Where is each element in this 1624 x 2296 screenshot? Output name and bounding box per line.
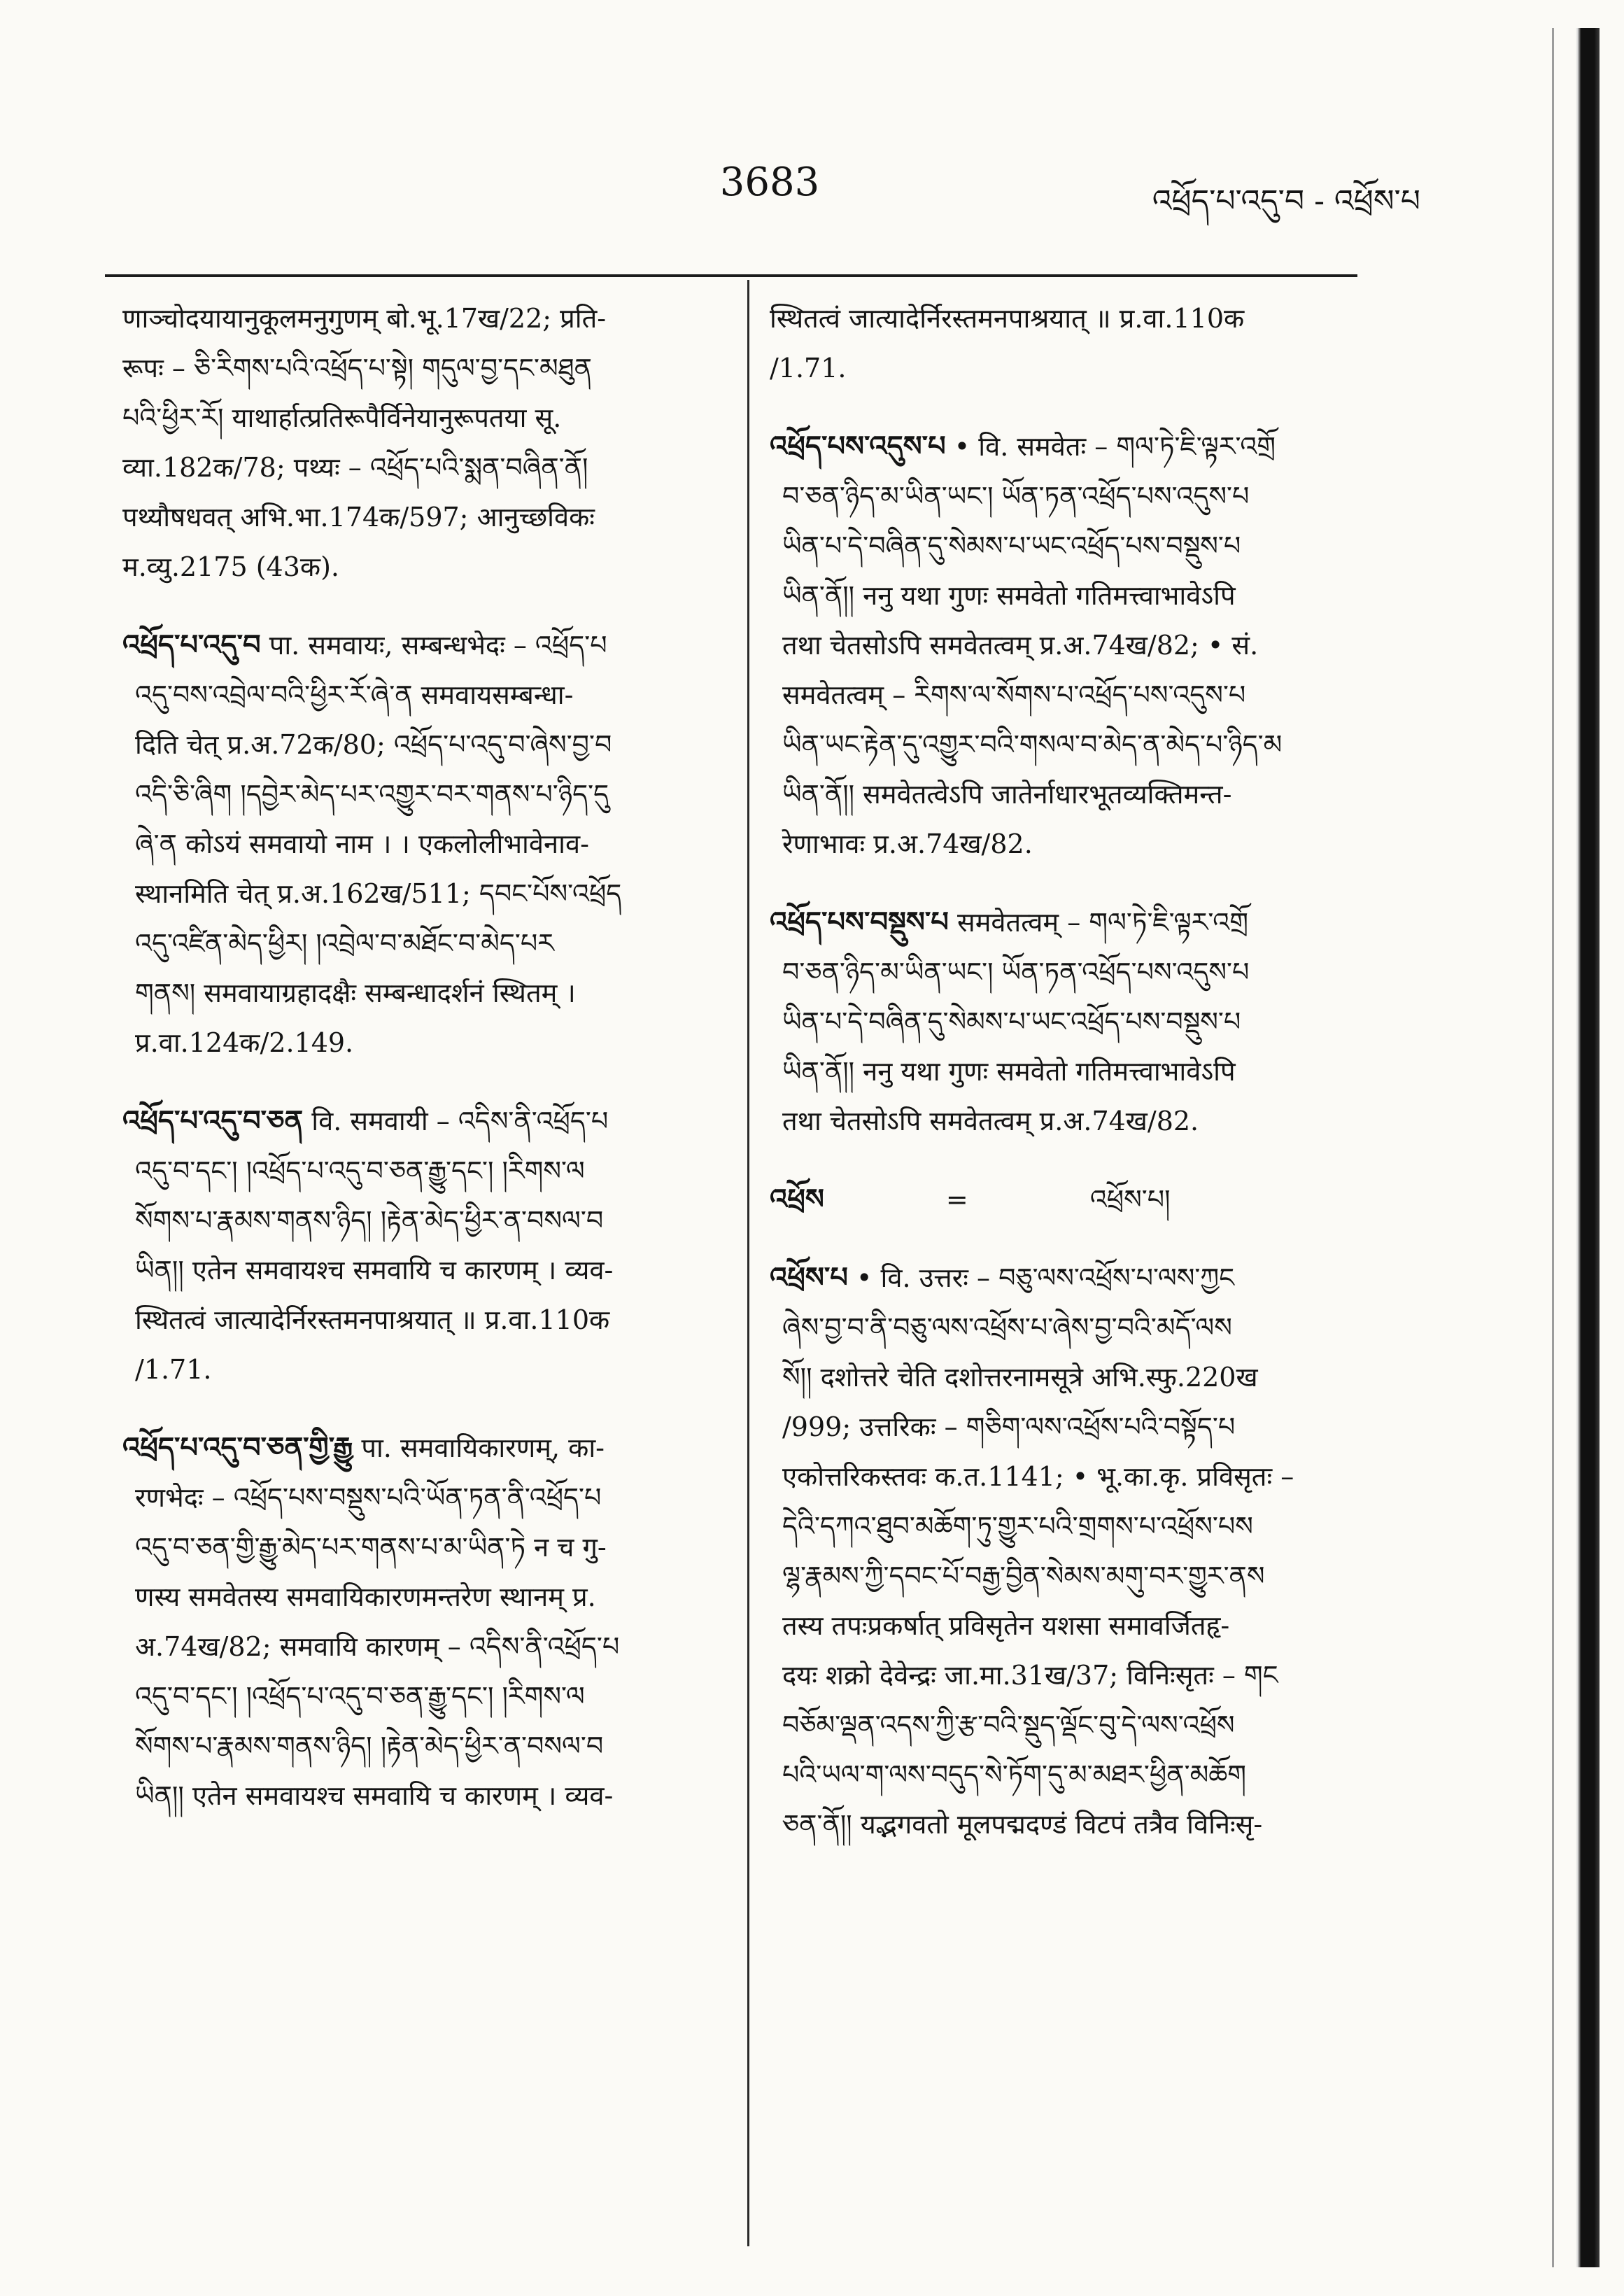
entry-text: पा. समवायिकारणम्, का- — [361, 1432, 605, 1463]
entry-line — [770, 621, 1371, 670]
entry-text: दिति चेत् प्र.अ.72क/80; འཕྲོད་པ་འདུ་བ་ཞེས་བྱ་བ — [135, 729, 612, 760]
entry-text: समवेतत्वम् – གལ་ཏེ་ཇི་ལྟར་འགྲོ — [957, 907, 1248, 938]
entry-text: འདུ་འཛིན་མེད་ཕྱིར། །འབྲེལ་བ་མཐོང་བ་མེད་པར — [135, 928, 554, 959]
entry-line — [122, 1473, 717, 1523]
entry-text: བ་ཅན་ཉིད་མ་ཡིན་ཡང་། ཡོན་ཏན་འཕྲོད་པས་འདུས་པ — [782, 957, 1250, 987]
entry-text: ཡིན་ནོ།། समवेतत्वेऽपि जातेर्नाधारभूतव्यक्तिमन्त- — [782, 779, 1232, 810]
entry-text: འདུ་བ་དང་། །འཕྲོད་པ་འདུ་བ་ཅན་རྒྱུ་དང་། །རིགས་ལ — [135, 1155, 585, 1186]
entry-text: • वि. समवेतः – གལ་ཏེ་ཇི་ལྟར་འགྲོ — [954, 431, 1276, 462]
entry-line — [770, 1750, 1371, 1800]
dictionary-entry — [770, 1253, 1371, 1850]
entry-text: प्र.वा.124क/2.149. — [135, 1027, 354, 1058]
entry-line — [770, 1601, 1371, 1651]
entry-text: तस्य तपःप्रकर्षात् प्रविसृतेन यशसा समावर्जितहृ- — [782, 1610, 1230, 1641]
entry-text: པའི་ཕྱིར་རོ། याथार्हात्प्रतिरूपैर्विनेयानुरूपतया सू. — [122, 402, 562, 433]
entry-text: व्या.182क/78; पथ्यः – འཕྲོད་པའི་སྨན་བཞིན་ནོ། — [122, 452, 588, 483]
page-number: 3683 — [719, 160, 820, 205]
entry-line — [770, 571, 1371, 621]
entry-line — [122, 1096, 717, 1146]
entry-line — [770, 948, 1371, 997]
dictionary-entry — [122, 1423, 717, 1821]
entry-text: པའི་ཡལ་ག་ལས་བདུད་སེ་ཏོག་དུ་མ་མཐར་ཕྱིན་མཆོག — [782, 1759, 1247, 1790]
entry-line — [122, 1018, 717, 1068]
entry-line — [770, 770, 1371, 819]
entry-line — [122, 1523, 717, 1572]
entry-text: ཡིན་ཡང་རྟེན་དུ་འགྱུར་བའི་གསལ་བ་མེད་ན་མེད་པ་ཉིད་མ — [782, 729, 1283, 760]
entry-line — [122, 1295, 717, 1345]
entry-line — [770, 344, 1371, 393]
entry-line — [122, 1423, 717, 1473]
entry-line — [122, 1721, 717, 1771]
entry-headword: འཕྲོད་པས་བསྡུས་པ — [770, 906, 949, 938]
entry-text: स्थितत्वं जात्यादेर्निरस्तमनपाश्रयात् ॥ प्र.वा.110क — [770, 303, 1245, 334]
dictionary-entry — [770, 294, 1371, 393]
entry-text: སོགས་པ་རྣམས་གནས་ཉིད། །རྟེན་མེད་ཕྱིར་ན་བསལ་བ — [135, 1205, 604, 1236]
entry-line — [122, 493, 717, 542]
entry-text: स्थितत्वं जात्यादेर्निरस्तमनपाश्रयात् ॥ प्र.वा.110क — [135, 1304, 610, 1335]
entry-line — [770, 521, 1371, 571]
entry-headword: འཕྲོད་པ་འདུ་བ — [122, 628, 261, 661]
cross-reference-sign: = — [945, 1184, 968, 1215]
entry-headword: འཕྲོད་པ་འདུ་བ་ཅན་གྱི་རྒྱུ — [122, 1431, 353, 1464]
entry-text: णाञ्चोदयायानुकूलमनुगुणम् बो.भू.17ख/22; प्रति- — [122, 303, 607, 334]
entry-headword: འཕྲོས — [770, 1183, 824, 1216]
entry-line — [122, 1196, 717, 1246]
entry-line — [770, 1353, 1371, 1402]
entry-line — [770, 1502, 1371, 1551]
entry-line — [770, 670, 1371, 720]
right-column — [770, 294, 1371, 1878]
book-binding-edge — [1576, 28, 1600, 2267]
entry-line — [770, 720, 1371, 770]
entry-text: स्थानमिति चेत् प्र.अ.162ख/511; དབང་པོས་འཕྲོད — [135, 878, 622, 909]
entry-text: अ.74ख/82; समवायि कारणम् – འདིས་ནི་འཕྲོད་པ — [135, 1631, 620, 1662]
dictionary-entry — [770, 897, 1371, 1146]
entry-line — [122, 294, 717, 344]
entry-line — [122, 1345, 717, 1395]
binding-shadow-line — [1552, 28, 1554, 2267]
entry-line — [122, 393, 717, 443]
dictionary-entry — [122, 620, 717, 1068]
column-divider — [747, 280, 749, 2246]
entry-text: ཡིན་ནོ།། ननु यथा गुणः समवेतो गतिमत्त्वाभावेऽपि — [782, 580, 1236, 611]
entry-line — [770, 1551, 1371, 1601]
entry-line — [122, 542, 717, 592]
entry-line — [770, 897, 1371, 948]
entry-text: ཡིན་པ་དེ་བཞིན་དུ་སེམས་པ་ཡང་འཕྲོད་པས་བསྡུས་པ — [782, 530, 1241, 561]
entry-line — [122, 1771, 717, 1821]
entry-text: སོ།། दशोत्तरे चेति दशोत्तरनामसूत्रे अभि.स्फु.220ख — [782, 1362, 1258, 1393]
entry-headword: འཕྲོས་པ — [770, 1261, 848, 1294]
header-rule — [105, 274, 1357, 277]
entry-text: བ་ཅན་ཉིད་མ་ཡིན་ཡང་། ཡོན་ཏན་འཕྲོད་པས་འདུས་པ — [782, 481, 1250, 512]
entry-text: रेणाभावः प्र.अ.74ख/82. — [782, 829, 1033, 859]
entry-line — [770, 997, 1371, 1047]
entry-line — [770, 294, 1371, 344]
entry-text: /1.71. — [770, 353, 847, 383]
entry-text: समवेतत्वम् – རིགས་ལ་སོགས་པ་འཕྲོད་པས་འདུས་པ — [782, 679, 1246, 710]
entry-line — [122, 620, 717, 670]
entry-line — [122, 443, 717, 493]
entry-line — [122, 670, 717, 720]
dictionary-entry — [770, 421, 1371, 869]
entry-line — [122, 819, 717, 869]
entry-text: तथा चेतसोऽपि समवेतत्वम् प्र.अ.74ख/82. — [782, 1106, 1199, 1136]
entry-line — [122, 1572, 717, 1622]
entry-text: म.व्यु.2175 (43क). — [122, 551, 339, 582]
entry-text: वि. समवायी – འདིས་ནི་འཕྲོད་པ — [311, 1106, 609, 1136]
entry-line — [770, 1651, 1371, 1700]
entry-text: འདུ་བ་ཅན་གྱི་རྒྱུ་མེད་པར་གནས་པ་མ་ཡིན་ཏེ न च गु- — [135, 1532, 607, 1563]
dictionary-entry — [122, 1096, 717, 1395]
entry-text: དེའི་དཀའ་ཐུབ་མཆོག་ཏུ་གྱུར་པའི་གྲགས་པ་འཕྲོས་པས — [782, 1511, 1253, 1542]
entry-line — [122, 869, 717, 919]
entry-headword: འཕྲོད་པས་འདུས་པ — [770, 430, 946, 463]
dictionary-entry — [122, 294, 717, 592]
entry-line — [770, 819, 1371, 869]
entry-text: ཡིན།། एतेन समवायश्च समवायि च कारणम् । व्यव- — [135, 1780, 614, 1811]
entry-text: ཡིན།། एतेन समवायश्च समवायि च कारणम् । व्यव- — [135, 1255, 614, 1286]
entry-text: འདུ་བས་འབྲེལ་བའི་ཕྱིར་རོ་ཞེ་ན समवायसम्बन्धा- — [135, 679, 574, 710]
entry-line — [122, 1672, 717, 1721]
entry-text: འདུ་བ་དང་། །འཕྲོད་པ་འདུ་བ་ཅན་རྒྱུ་དང་། །རིགས་ལ — [135, 1681, 585, 1712]
entry-line — [122, 1246, 717, 1295]
left-column — [122, 294, 717, 1849]
entry-text: /1.71. — [135, 1354, 212, 1385]
entry-text: /999; उत्तरिकः – གཅིག་ལས་འཕྲོས་པའི་བསྟོད་པ — [782, 1411, 1236, 1442]
entry-line — [122, 770, 717, 819]
entry-headword: འཕྲོད་པ་འདུ་བ་ཅན — [122, 1104, 304, 1137]
entry-text: སོགས་པ་རྣམས་གནས་ཉིད། །རྟེན་མེད་ཕྱིར་ན་བསལ་བ — [135, 1731, 604, 1761]
entry-text: ལྷ་རྣམས་ཀྱི་དབང་པོ་བརྒྱ་བྱིན་སེམས་མགུ་བར་གྱུར་ནས — [782, 1561, 1265, 1591]
dictionary-entry — [770, 1174, 1371, 1225]
entry-line — [122, 344, 717, 393]
entry-text: तथा चेतसोऽपि समवेतत्वम् प्र.अ.74ख/82; • सं. — [782, 630, 1259, 661]
entry-line — [770, 1253, 1371, 1303]
entry-line — [770, 1800, 1371, 1850]
entry-text: ཞེས་བྱ་བ་ནི་བཅུ་ལས་འཕྲོས་པ་ཞེས་བྱ་བའི་མདོ་ལས — [782, 1312, 1232, 1343]
entry-text: འདི་ཅི་ཞིག །དབྱེར་མེད་པར་འགྱུར་བར་གནས་པ་ཉིད་དུ — [135, 779, 609, 810]
entry-text: ཡིན་པ་དེ་བཞིན་དུ་སེམས་པ་ཡང་འཕྲོད་པས་བསྡུས་པ — [782, 1006, 1241, 1037]
entry-text: ཡིན་ནོ།། ननु यथा गुणः समवेतो गतिमत्त्वाभावेऽपि — [782, 1056, 1236, 1087]
entry-line — [770, 1097, 1371, 1146]
entry-line — [770, 1303, 1371, 1353]
entry-text: एकोत्तरिकस्तवः क.त.1141; • भू.का.कृ. प्रविसृतः – — [782, 1461, 1294, 1492]
entry-text: णस्य समवेतस्य समवायिकारणमन्तरेण स्थानम् प्र. — [135, 1582, 596, 1612]
entry-text: • वि. उत्तरः – བཅུ་ལས་འཕྲོས་པ་ལས་ཀྱང — [856, 1262, 1235, 1293]
entry-text: दयः शक्रो देवेन्द्रः जा.मा.31ख/37; विनिःसृतः – གང — [782, 1660, 1278, 1691]
entry-line — [770, 1700, 1371, 1750]
entry-text: གནས། समवायाग्रहादक्षैः सम्बन्धादर्शनं स्थितम् । — [135, 978, 576, 1008]
entry-text: ཞེ་ན कोऽयं समवायो नाम । । एकलोलीभावेनाव- — [135, 829, 589, 859]
entry-text: रूपः – ཅི་རིགས་པའི་འཕྲོད་པ་སྟེ། གདུལ་བྱ་དང་མཐུན — [122, 353, 592, 383]
running-head: འཕྲོད་པ་འདུ་བ - འཕྲོས་པ — [1152, 183, 1420, 219]
entry-line — [122, 720, 717, 770]
entry-text: रणभेदः – འཕྲོད་པས་བསྡུས་པའི་ཡོན་ཏན་ནི་འཕྲོད་པ — [135, 1482, 602, 1513]
cross-reference-target: འཕྲོས་པ། — [1089, 1184, 1171, 1215]
entry-line — [122, 1146, 717, 1196]
entry-line — [770, 472, 1371, 521]
entry-line — [770, 1402, 1371, 1452]
entry-line — [770, 421, 1371, 472]
entry-line — [122, 919, 717, 969]
entry-line — [122, 969, 717, 1018]
entry-line — [770, 1047, 1371, 1097]
entry-text: ཅན་ནོ།། यद्भगवतो मूलपद्मदण्डं विटपं तत्रैव विनिःसृ- — [782, 1809, 1263, 1840]
entry-line — [770, 1174, 1371, 1225]
entry-text: पथ्यौषधवत् अभि.भा.174क/597; आनुच्छविकः — [122, 502, 595, 533]
entry-text: पा. समवायः, सम्बन्धभेदः – འཕྲོད་པ — [269, 630, 607, 661]
entry-text: བཅོམ་ལྡན་འདས་ཀྱི་རྩ་བའི་སྡུད་ལྡོང་བུ་དེ་ལས་འཕྲོས — [782, 1710, 1235, 1740]
entry-line — [122, 1622, 717, 1672]
entry-line — [770, 1452, 1371, 1502]
